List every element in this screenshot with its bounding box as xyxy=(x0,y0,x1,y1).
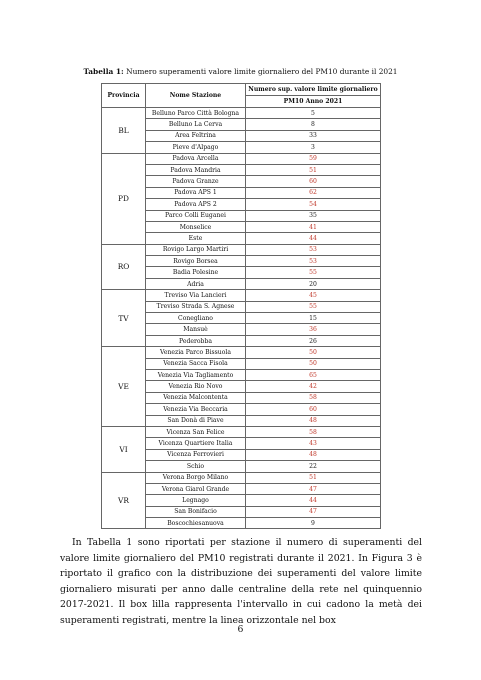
station-cell: Belluno Parco Città Bologna xyxy=(146,108,246,119)
caption-label: Tabella 1: xyxy=(83,67,124,76)
provincia-cell: BL xyxy=(102,108,146,154)
value-cell: 55 xyxy=(246,301,381,312)
station-cell: Padova Mandria xyxy=(146,164,246,175)
value-cell: 22 xyxy=(246,461,381,472)
value-cell: 36 xyxy=(246,324,381,335)
station-cell: Treviso Strada S. Agnese xyxy=(146,301,246,312)
table-row xyxy=(102,426,381,437)
value-cell: 62 xyxy=(246,187,381,198)
value-cell: 60 xyxy=(246,176,381,187)
value-cell: 20 xyxy=(246,278,381,289)
station-cell: Rovigo Borsea xyxy=(146,256,246,267)
value-cell: 59 xyxy=(246,153,381,164)
table-row xyxy=(102,108,381,119)
table-row xyxy=(102,290,381,301)
value-cell: 35 xyxy=(246,210,381,221)
station-cell: Venezia Via Tagliamento xyxy=(146,369,246,380)
station-cell: Adria xyxy=(146,278,246,289)
table-row xyxy=(102,347,381,358)
caption-text: Numero superamenti valore limite giornaliero del PM10 durante il 2021 xyxy=(126,67,398,76)
provincia-cell: RO xyxy=(102,244,146,290)
table-body xyxy=(102,108,381,529)
page-number: 6 xyxy=(237,624,244,635)
value-cell: 50 xyxy=(246,347,381,358)
value-cell: 41 xyxy=(246,221,381,232)
station-cell: Badia Polesine xyxy=(146,267,246,278)
provincia-cell: TV xyxy=(102,290,146,347)
value-cell: 65 xyxy=(246,369,381,380)
value-cell: 43 xyxy=(246,438,381,449)
value-cell: 51 xyxy=(246,472,381,483)
value-cell: 15 xyxy=(246,313,381,324)
station-cell: Vicenza Quartiere Italia xyxy=(146,438,246,449)
station-cell: Pieve d'Alpago xyxy=(146,142,246,153)
station-cell: Mansuè xyxy=(146,324,246,335)
table-header-row xyxy=(102,84,381,96)
value-cell: 48 xyxy=(246,415,381,426)
station-cell: Verona Borgo Milano xyxy=(146,472,246,483)
provincia-cell: VR xyxy=(102,472,146,529)
station-cell: Treviso Via Lancieri xyxy=(146,290,246,301)
pm10-table xyxy=(101,83,381,529)
value-cell: 9 xyxy=(246,518,381,529)
value-cell: 8 xyxy=(246,119,381,130)
provincia-cell: PD xyxy=(102,153,146,244)
table-row xyxy=(102,153,381,164)
value-cell: 60 xyxy=(246,404,381,415)
value-cell: 26 xyxy=(246,335,381,346)
station-cell: Monselice xyxy=(146,221,246,232)
table-row xyxy=(102,472,381,483)
station-cell: Rovigo Largo Martiri xyxy=(146,244,246,255)
station-cell: Boscochiesanuova xyxy=(146,518,246,529)
station-cell: Conegliano xyxy=(146,313,246,324)
station-cell: Belluno La Cerva xyxy=(146,119,246,130)
value-cell: 54 xyxy=(246,199,381,210)
value-cell: 48 xyxy=(246,449,381,460)
provincia-cell: VI xyxy=(102,426,146,472)
station-cell: Verona Giarol Grande xyxy=(146,483,246,494)
value-cell: 47 xyxy=(246,483,381,494)
value-cell: 58 xyxy=(246,426,381,437)
table-caption xyxy=(0,67,481,76)
header-stazione: Nome Stazione xyxy=(146,84,246,108)
value-cell: 47 xyxy=(246,506,381,517)
station-cell: Venezia Sacca Fisola xyxy=(146,358,246,369)
station-cell: Este xyxy=(146,233,246,244)
header-value-line2: PM10 Anno 2021 xyxy=(246,96,381,108)
station-cell: San Donà di Piave xyxy=(146,415,246,426)
value-cell: 3 xyxy=(246,142,381,153)
value-cell: 58 xyxy=(246,392,381,403)
station-cell: Padova Arcella xyxy=(146,153,246,164)
station-cell: Venezia Rio Novo xyxy=(146,381,246,392)
value-cell: 44 xyxy=(246,495,381,506)
value-cell: 50 xyxy=(246,358,381,369)
station-cell: Pederobba xyxy=(146,335,246,346)
station-cell: San Bonifacio xyxy=(146,506,246,517)
value-cell: 51 xyxy=(246,164,381,175)
value-cell: 42 xyxy=(246,381,381,392)
station-cell: Padova APS 1 xyxy=(146,187,246,198)
station-cell: Area Feltrina xyxy=(146,130,246,141)
value-cell: 5 xyxy=(246,108,381,119)
station-cell: Vicenza San Felice xyxy=(146,426,246,437)
station-cell: Venezia Malcontenta xyxy=(146,392,246,403)
station-cell: Padova Granze xyxy=(146,176,246,187)
header-value-line1: Numero sup. valore limite giornaliero xyxy=(246,84,381,96)
station-cell: Padova APS 2 xyxy=(146,199,246,210)
station-cell: Schio xyxy=(146,461,246,472)
value-cell: 55 xyxy=(246,267,381,278)
value-cell: 33 xyxy=(246,130,381,141)
body-paragraph xyxy=(60,535,422,628)
table-row xyxy=(102,244,381,255)
value-cell: 44 xyxy=(246,233,381,244)
value-cell: 45 xyxy=(246,290,381,301)
paragraph-text: In Tabella 1 sono riportati per stazione il numero di superamenti del valore limite giornaliero del PM10 registrati durante il 2021. In Figura 3 è riportato il grafico con la distribuzione dei superamenti del valore limite giornaliero misurati per anno dalle centraline della rete nel quinquennio 2017-2021. Il box lilla rappresenta l'intervallo in cui cadono la metà dei superamenti registrati, mentre la linea orizzontale nel box xyxy=(60,537,422,626)
provincia-cell: VE xyxy=(102,347,146,427)
value-cell: 53 xyxy=(246,256,381,267)
station-cell: Parco Colli Euganei xyxy=(146,210,246,221)
station-cell: Venezia Via Beccaria xyxy=(146,404,246,415)
header-provincia: Provincia xyxy=(102,84,146,108)
station-cell: Legnago xyxy=(146,495,246,506)
value-cell: 53 xyxy=(246,244,381,255)
station-cell: Venezia Parco Bissuola xyxy=(146,347,246,358)
station-cell: Vicenza Ferrovieri xyxy=(146,449,246,460)
